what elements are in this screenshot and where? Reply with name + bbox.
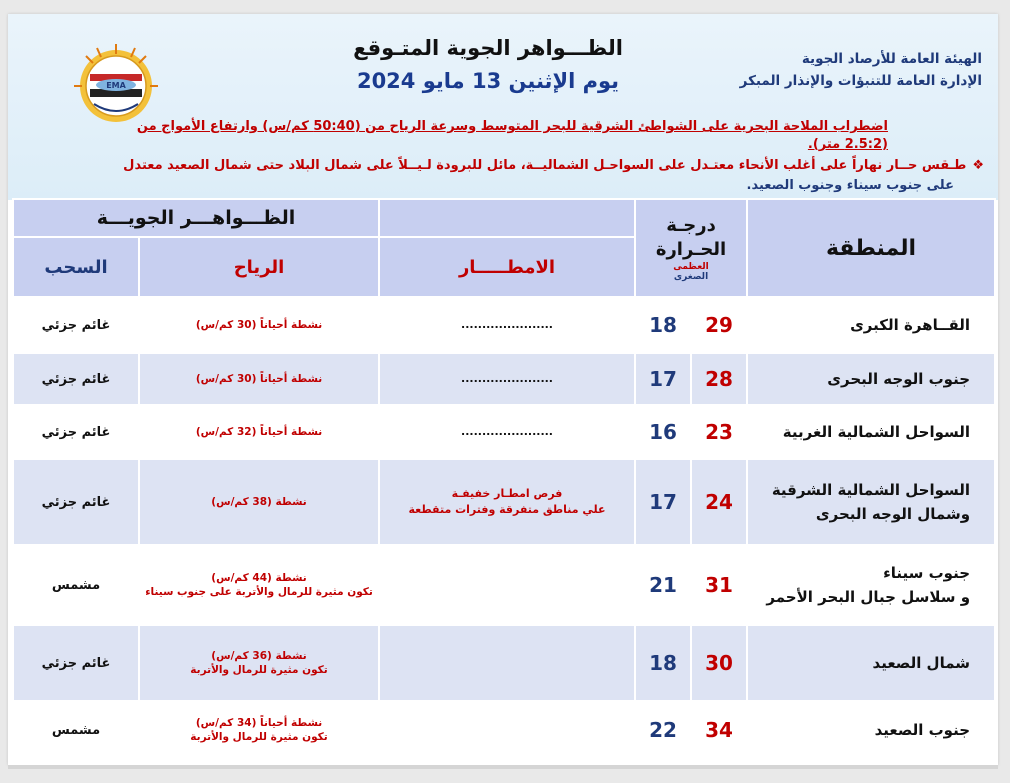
rain-value [379, 625, 635, 701]
temp-max: 28 [691, 353, 747, 405]
region-name: شمال الصعيد [747, 625, 995, 701]
cloud-value: غائم جزئي [13, 625, 139, 701]
wind-value [139, 545, 379, 625]
temp-min: 17 [635, 459, 691, 545]
cloud-value: مشمس [13, 701, 139, 759]
wind-line-2: تكون مثيرة للرمال والأتربة على جنوب سيناء [145, 586, 373, 598]
temp-max-label: العظمى [673, 262, 709, 272]
phenomena-group-header: الظـــواهـــر الجويـــة [13, 199, 379, 237]
wind-value [139, 353, 379, 405]
cloud-value: غائم جزئي [13, 459, 139, 545]
table-row [13, 701, 995, 759]
col-cloud-header: السحب [13, 237, 139, 297]
rain-value [379, 459, 635, 545]
forecast-table [12, 198, 996, 760]
wind-value [139, 405, 379, 459]
rain-line-1: فرص امطـار خفيفـة [451, 487, 563, 500]
cloud-value: غائم جزئي [13, 297, 139, 353]
rain-value: ...................... [379, 353, 635, 405]
cloud-value: مشمس [13, 545, 139, 625]
org-line-1: الهيئة العامة للأرصاد الجوية [801, 51, 982, 67]
col-region-header: المنطقة [747, 199, 995, 297]
summary-line-2: على جنوب سيناء وجنوب الصعيد. [746, 178, 954, 193]
wind-value [139, 459, 379, 545]
temp-min-label: الصغرى [673, 272, 709, 282]
wind-value [139, 701, 379, 759]
temp-max: 34 [691, 701, 747, 759]
rain-value: ...................... [379, 297, 635, 353]
wind-line-2: تكون مثيرة للرمال والأتربة [190, 731, 328, 743]
temp-min: 16 [635, 405, 691, 459]
wind-line: نشطة أحياناً (30 كم/س) [195, 319, 323, 331]
region-name: القــاهرة الكبرى [747, 297, 995, 353]
rain-group-header [379, 199, 635, 237]
region-name: جنوب الصعيد [747, 701, 995, 759]
wind-line-2: تكون مثيرة للرمال والأتربة [190, 664, 328, 676]
temp-max: 30 [691, 625, 747, 701]
region-name [747, 545, 995, 625]
cloud-value: غائم جزئي [13, 353, 139, 405]
temp-min: 21 [635, 545, 691, 625]
org-line-2: الإدارة العامة للتنبؤات والإنذار المبكر [739, 73, 982, 89]
header-banner [8, 14, 998, 200]
region-name [747, 459, 995, 545]
svg-text:EMA: EMA [106, 81, 126, 90]
temp-max: 29 [691, 297, 747, 353]
region-line-1: جنوب سيناء [883, 564, 971, 582]
col-temp-header [635, 199, 747, 297]
col-rain-header: الامطـــــار [379, 237, 635, 297]
region-line-1: السواحل الشمالية الشرقية [771, 481, 971, 499]
table-row [13, 459, 995, 545]
page-title: الظـــواهر الجوية المتـوقع [353, 36, 623, 60]
organization-name [740, 48, 982, 92]
region-name: جنوب الوجه البحرى [747, 353, 995, 405]
table-row [13, 545, 995, 625]
wind-value [139, 625, 379, 701]
forecast-date: يوم الإثنين 13 مايو 2024 [356, 69, 620, 93]
temp-max: 24 [691, 459, 747, 545]
forecast-sheet [8, 14, 998, 765]
temp-header-label: درجـة الحـرارة [655, 215, 727, 260]
table-row [13, 353, 995, 405]
col-wind-header: الرياح [139, 237, 379, 297]
marine-warning: اضطراب الملاحة البحرية على الشواطئ الشرقية للبحر المتوسط وسرعة الرياح من (50:40 كم/س) وارتفاع الأمواج من (2.5:2 متر). [136, 119, 888, 152]
bullet-icon: ❖ [972, 158, 984, 173]
temp-max: 31 [691, 545, 747, 625]
temp-min: 18 [635, 625, 691, 701]
wind-line: نشطة أحياناً (32 كم/س) [195, 426, 323, 438]
temp-min: 18 [635, 297, 691, 353]
summary-line-1: طـقس حــار نهاراً على أغلب الأنحاء معتـدل على السواحـل الشماليــة، مائل للبرودة لـيــلاً على شمال البلاد حتى شمال الصعيد معتدل [123, 158, 967, 173]
weather-summary [84, 156, 984, 196]
region-line-2: و سلاسل جبال البحر الأحمر [766, 588, 971, 606]
temp-min: 22 [635, 701, 691, 759]
table-row [13, 405, 995, 459]
wind-line-1: نشطة (44 كم/س) [211, 572, 307, 584]
rain-value [379, 545, 635, 625]
wind-line: نشطة (38 كم/س) [211, 496, 307, 508]
rain-line-2: علي مناطق متفرقة وفترات متقطعة [408, 503, 606, 516]
temp-min: 17 [635, 353, 691, 405]
wind-line-1: نشطة أحياناً (34 كم/س) [195, 717, 323, 729]
rain-value: ...................... [379, 405, 635, 459]
ema-logo-icon [72, 42, 160, 124]
region-name: السواحل الشمالية الغربية [747, 405, 995, 459]
wind-value [139, 297, 379, 353]
table-row [13, 625, 995, 701]
cloud-value: غائم جزئي [13, 405, 139, 459]
rain-value [379, 701, 635, 759]
page-edge [8, 765, 998, 769]
wind-line-1: نشطة (36 كم/س) [211, 650, 307, 662]
table-row [13, 297, 995, 353]
wind-line: نشطة أحياناً (30 كم/س) [195, 373, 323, 385]
region-line-2: وشمال الوجه البحرى [815, 505, 971, 523]
temp-max: 23 [691, 405, 747, 459]
